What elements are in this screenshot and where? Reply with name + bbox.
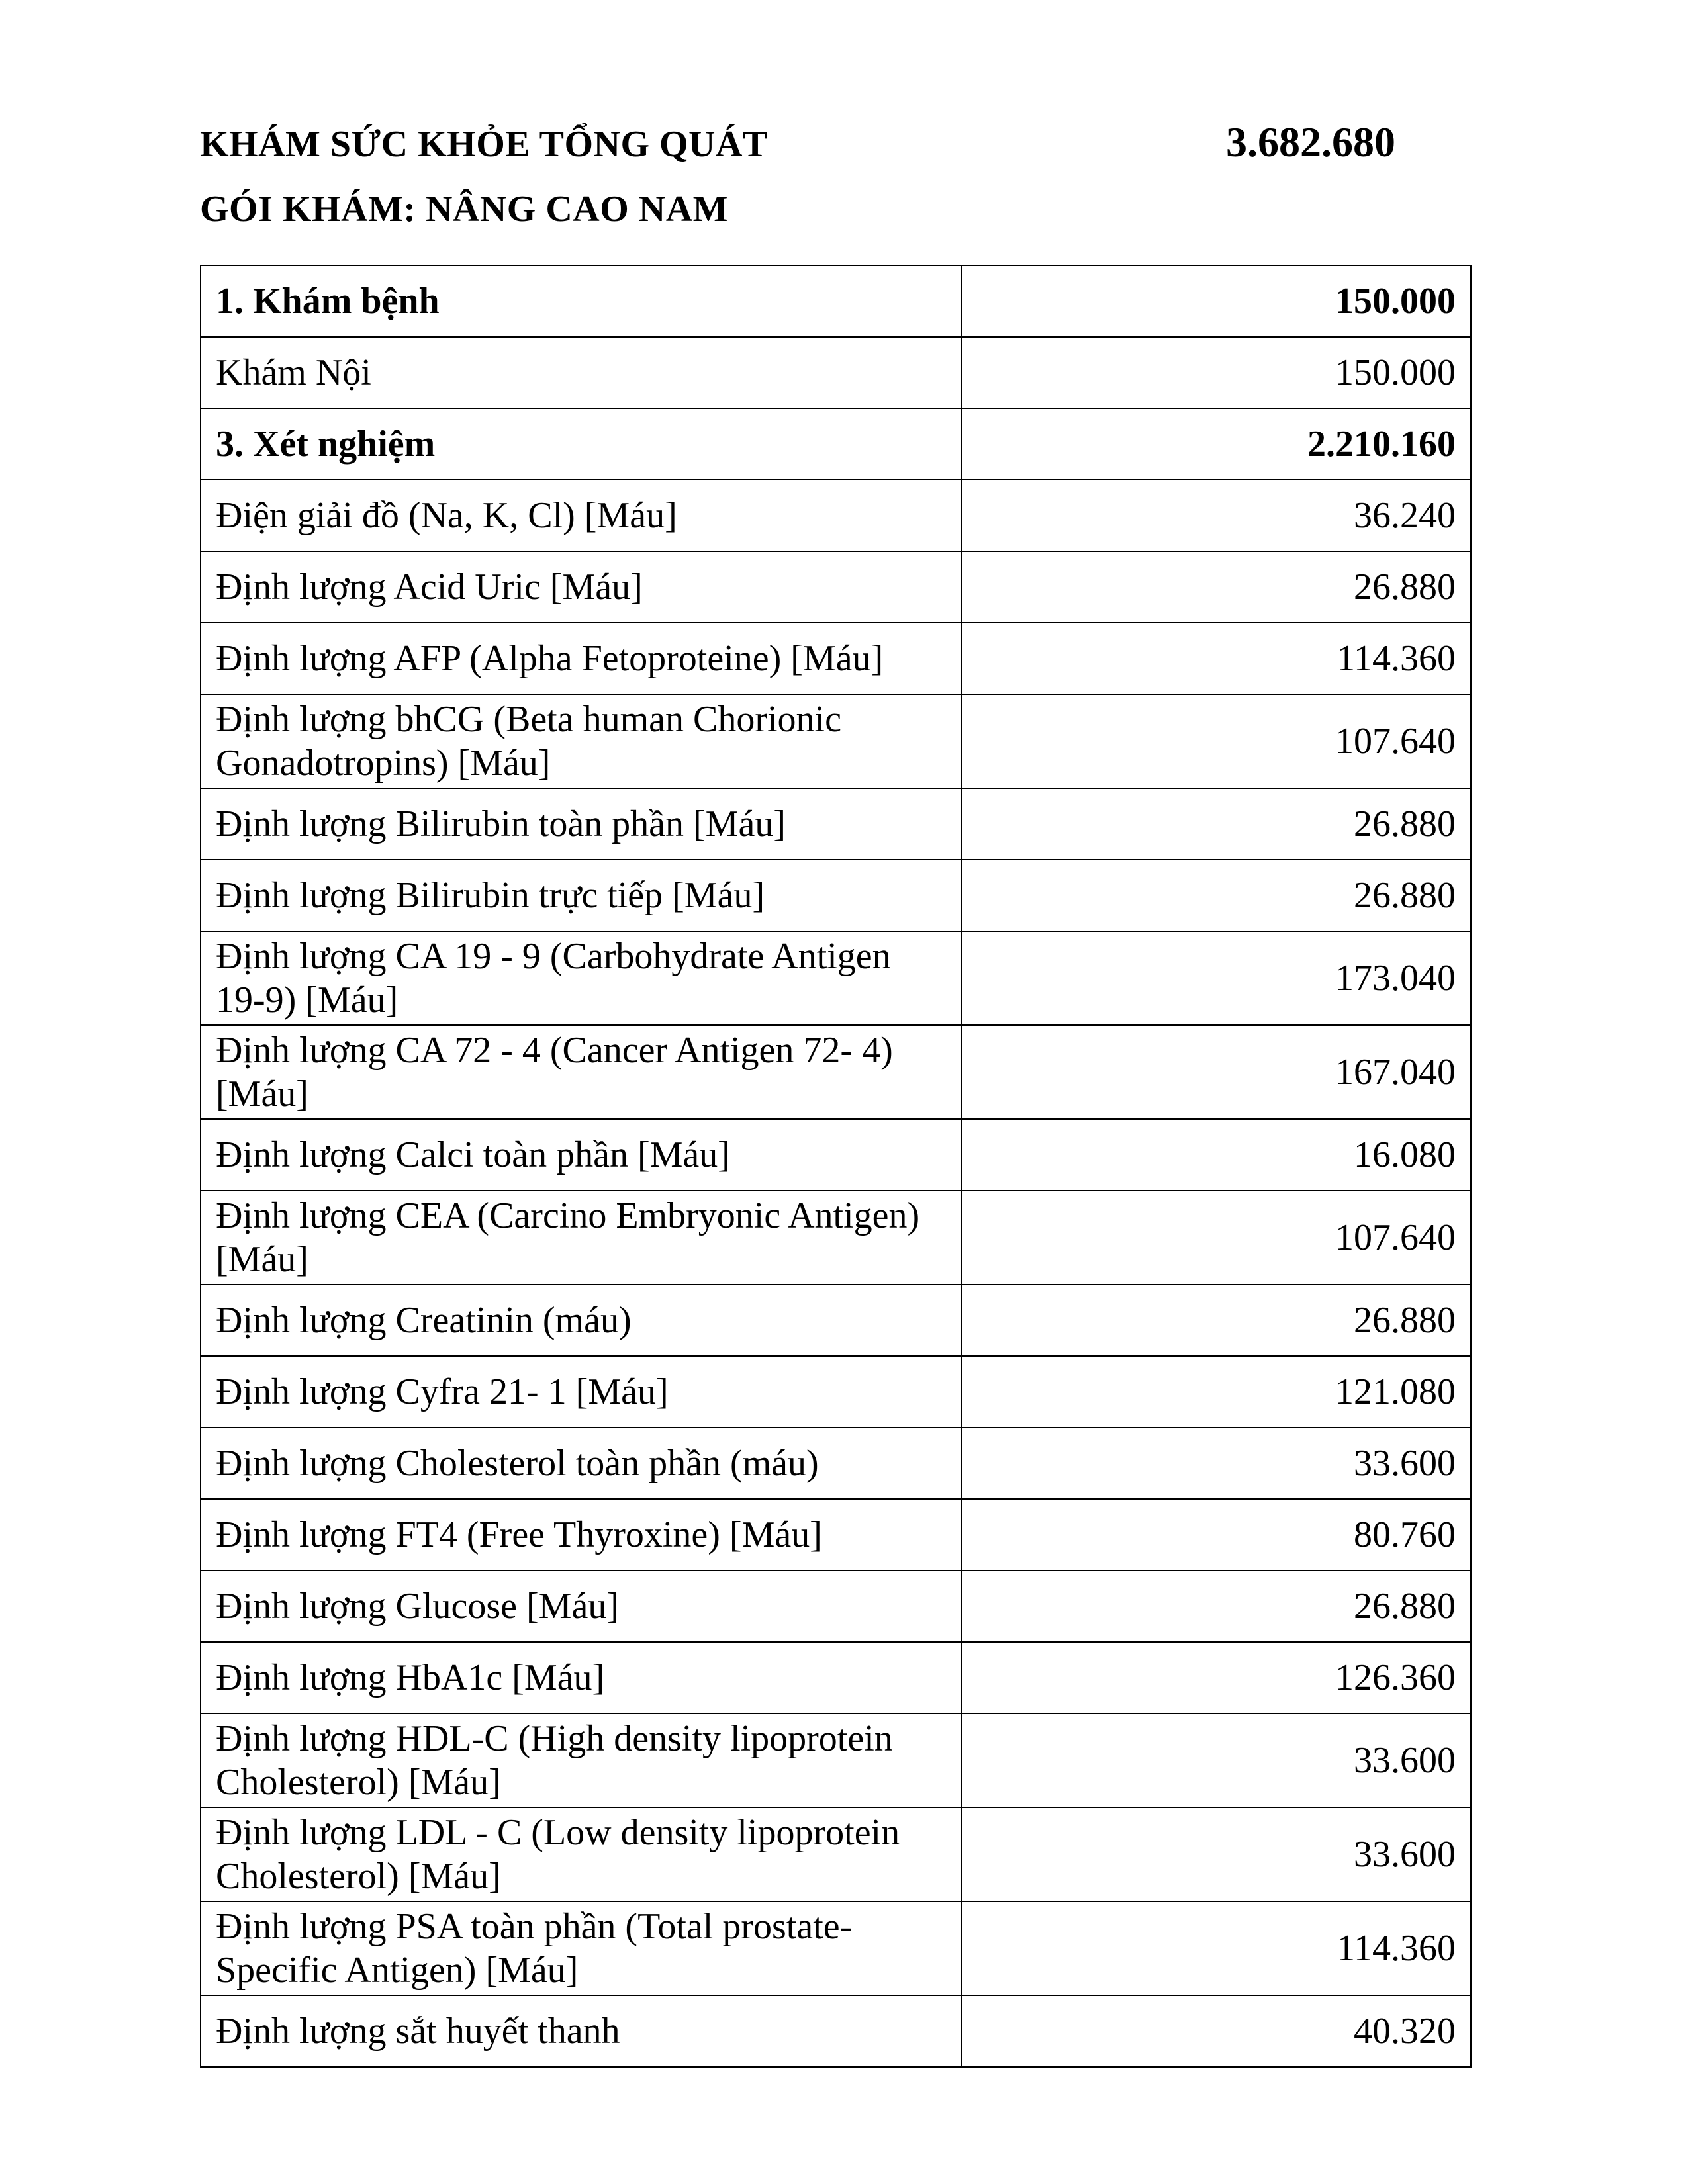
table-row: [201, 860, 1471, 931]
row-name: Định lượng AFP (Alpha Fetoproteine) [Máu]: [201, 623, 962, 694]
row-name: Điện giải đồ (Na, K, Cl) [Máu]: [201, 480, 962, 551]
table-row: [201, 1713, 1471, 1807]
row-name: Định lượng sắt huyết thanh: [201, 1995, 962, 2067]
row-name: Định lượng HDL-C (High density lipoprotein Cholesterol) [Máu]: [201, 1713, 962, 1807]
row-price: 33.600: [962, 1713, 1471, 1807]
row-price: 26.880: [962, 860, 1471, 931]
row-price: 26.880: [962, 1570, 1471, 1642]
row-name: Định lượng Bilirubin trực tiếp [Máu]: [201, 860, 962, 931]
row-price: 126.360: [962, 1642, 1471, 1713]
table-row: [201, 1901, 1471, 1995]
package-name: GÓI KHÁM: NÂNG CAO NAM: [200, 189, 729, 230]
table-row: [201, 623, 1471, 694]
row-price: 173.040: [962, 931, 1471, 1025]
row-name: Định lượng PSA toàn phần (Total prostate-Specific Antigen) [Máu]: [201, 1901, 962, 1995]
row-price: 16.080: [962, 1119, 1471, 1191]
table-row: [201, 1119, 1471, 1191]
row-price: 107.640: [962, 694, 1471, 788]
row-price: 26.880: [962, 788, 1471, 860]
row-price: 107.640: [962, 1191, 1471, 1285]
table-row: [201, 1191, 1471, 1285]
row-name: Định lượng CA 72 - 4 (Cancer Antigen 72- 4) [Máu]: [201, 1025, 962, 1119]
row-name: Định lượng Bilirubin toàn phần [Máu]: [201, 788, 962, 860]
row-name: Định lượng Acid Uric [Máu]: [201, 551, 962, 623]
row-name: Định lượng CA 19 - 9 (Carbohydrate Antigen 19-9) [Máu]: [201, 931, 962, 1025]
section-row-xet-nghiem: [201, 408, 1471, 480]
row-price: 80.760: [962, 1499, 1471, 1570]
table-row: [201, 1428, 1471, 1499]
table-row: [201, 1570, 1471, 1642]
row-name: Định lượng Creatinin (máu): [201, 1285, 962, 1356]
row-price: 121.080: [962, 1356, 1471, 1428]
row-name: Định lượng FT4 (Free Thyroxine) [Máu]: [201, 1499, 962, 1570]
row-name: Định lượng bhCG (Beta human Chorionic Gonadotropins) [Máu]: [201, 694, 962, 788]
table-row: [201, 1642, 1471, 1713]
row-price: 33.600: [962, 1807, 1471, 1901]
table-row: [201, 694, 1471, 788]
row-name: Định lượng Glucose [Máu]: [201, 1570, 962, 1642]
table-row: [201, 1995, 1471, 2067]
table-row: [201, 1807, 1471, 1901]
total-amount: 3.682.680: [1226, 118, 1395, 165]
row-name: Định lượng Cyfra 21- 1 [Máu]: [201, 1356, 962, 1428]
table-row: [201, 1356, 1471, 1428]
title-row: [200, 118, 1405, 179]
row-price: 167.040: [962, 1025, 1471, 1119]
row-price: 2.210.160: [962, 408, 1471, 480]
document-header: [200, 118, 1405, 230]
row-name: Định lượng Cholesterol toàn phần (máu): [201, 1428, 962, 1499]
table-row: [201, 1025, 1471, 1119]
table-row: [201, 337, 1471, 408]
row-name: 3. Xét nghiệm: [201, 408, 962, 480]
row-name: 1. Khám bệnh: [201, 265, 962, 337]
row-price: 150.000: [962, 337, 1471, 408]
price-table: [200, 265, 1472, 2068]
table-row: [201, 1285, 1471, 1356]
row-price: 33.600: [962, 1428, 1471, 1499]
row-name: Khám Nội: [201, 337, 962, 408]
row-price: 26.880: [962, 551, 1471, 623]
row-name: Định lượng CEA (Carcino Embryonic Antigen) [Máu]: [201, 1191, 962, 1285]
row-price: 40.320: [962, 1995, 1471, 2067]
table-row: [201, 480, 1471, 551]
row-price: 36.240: [962, 480, 1471, 551]
row-price: 150.000: [962, 265, 1471, 337]
table-row: [201, 551, 1471, 623]
table-row: [201, 1499, 1471, 1570]
row-price: 114.360: [962, 623, 1471, 694]
row-price: 26.880: [962, 1285, 1471, 1356]
row-name: Định lượng LDL - C (Low density lipoprotein Cholesterol) [Máu]: [201, 1807, 962, 1901]
section-row-kham-benh: [201, 265, 1471, 337]
row-name: Định lượng HbA1c [Máu]: [201, 1642, 962, 1713]
table-row: [201, 788, 1471, 860]
row-price: 114.360: [962, 1901, 1471, 1995]
row-name: Định lượng Calci toàn phần [Máu]: [201, 1119, 962, 1191]
table-row: [201, 931, 1471, 1025]
page-title: KHÁM SỨC KHỎE TỔNG QUÁT: [200, 124, 768, 165]
